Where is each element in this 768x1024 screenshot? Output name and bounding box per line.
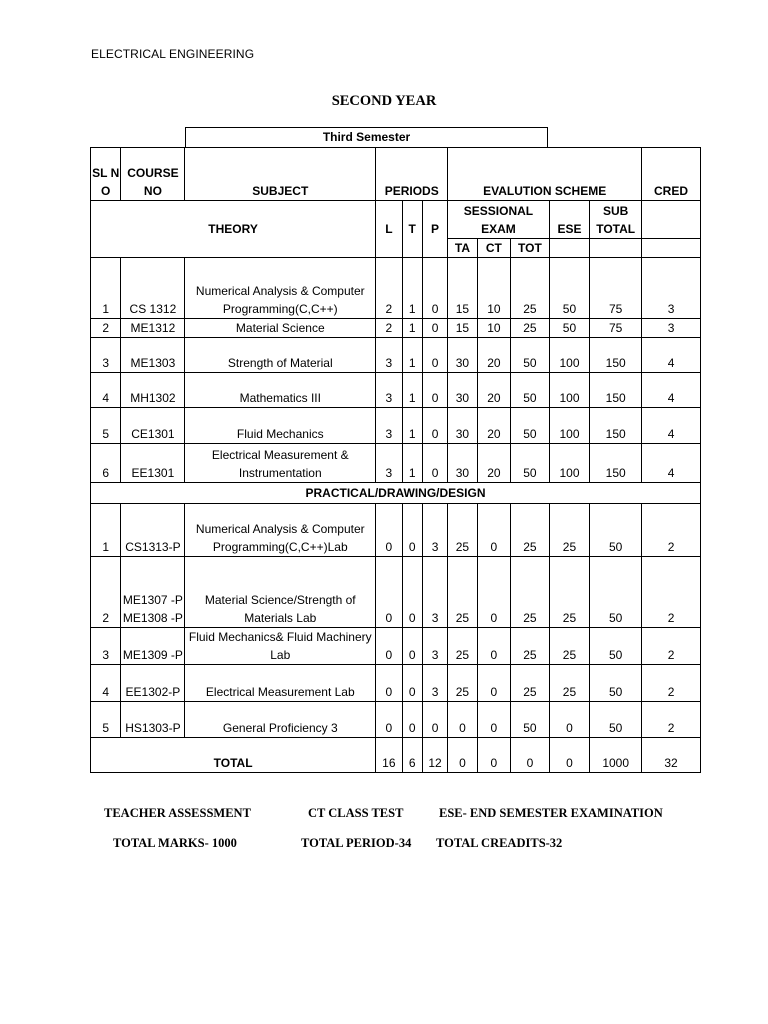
evaluation-header: EVALUTION SCHEME bbox=[448, 148, 642, 201]
ta-cell: 30 bbox=[448, 373, 477, 408]
p-cell: 0 bbox=[422, 444, 447, 483]
t-cell: 1 bbox=[402, 444, 422, 483]
total-label: TOTAL bbox=[91, 738, 376, 773]
semester-heading: Third Semester bbox=[185, 127, 548, 147]
sl-no-cell: 3 bbox=[91, 628, 121, 665]
total-ese-cell: 0 bbox=[549, 738, 590, 773]
t-header: T bbox=[402, 201, 422, 258]
p-cell: 0 bbox=[422, 373, 447, 408]
course-no-cell: CS1313-P bbox=[121, 504, 185, 557]
credits-cell: 4 bbox=[642, 338, 701, 373]
ese-cell: 100 bbox=[549, 338, 590, 373]
credits-cell: 2 bbox=[642, 702, 701, 738]
total-credits-cell: 32 bbox=[642, 738, 701, 773]
ese-cell: 50 bbox=[549, 258, 590, 319]
ta-cell: 0 bbox=[448, 702, 477, 738]
t-cell: 1 bbox=[402, 258, 422, 319]
credits-cell: 4 bbox=[642, 444, 701, 483]
subject-cell: Numerical Analysis & Computer Programming(C,C++)Lab bbox=[185, 504, 376, 557]
total-period: TOTAL PERIOD-34 bbox=[301, 836, 412, 850]
ese-cell: 0 bbox=[549, 702, 590, 738]
table-row bbox=[91, 504, 701, 557]
t-cell: 1 bbox=[402, 338, 422, 373]
p-cell: 3 bbox=[422, 628, 447, 665]
table-row bbox=[91, 258, 701, 319]
subject-cell: Material Science bbox=[185, 319, 376, 338]
course-no-cell: ME1307 -P ME1308 -P bbox=[121, 557, 185, 628]
practical-section-row bbox=[91, 483, 701, 504]
p-cell: 0 bbox=[422, 702, 447, 738]
sl-no-cell: 4 bbox=[91, 373, 121, 408]
theory-label: THEORY bbox=[91, 201, 376, 258]
subheader-row bbox=[91, 201, 701, 239]
tot-cell: 25 bbox=[511, 258, 550, 319]
credits-cell: 2 bbox=[642, 557, 701, 628]
subject-cell: Fluid Mechanics bbox=[185, 408, 376, 444]
t-cell: 1 bbox=[402, 319, 422, 338]
subject-header: SUBJECT bbox=[185, 148, 376, 201]
ese-cell: 25 bbox=[549, 665, 590, 702]
ct-cell: 10 bbox=[477, 319, 510, 338]
p-cell: 0 bbox=[422, 258, 447, 319]
course-no-cell: HS1303-P bbox=[121, 702, 185, 738]
total-sub-total-cell: 1000 bbox=[590, 738, 642, 773]
ct-cell: 20 bbox=[477, 373, 510, 408]
t-cell: 0 bbox=[402, 504, 422, 557]
p-cell: 3 bbox=[422, 557, 447, 628]
course-no-cell: EE1302-P bbox=[121, 665, 185, 702]
ta-cell: 30 bbox=[448, 338, 477, 373]
p-cell: 3 bbox=[422, 504, 447, 557]
subject-cell: Material Science/Strength of Materials Lab bbox=[185, 557, 376, 628]
sl-no-cell: 5 bbox=[91, 702, 121, 738]
ta-cell: 25 bbox=[448, 557, 477, 628]
tot-cell: 50 bbox=[511, 408, 550, 444]
sub-total-cell: 75 bbox=[590, 258, 642, 319]
subject-cell: Mathematics III bbox=[185, 373, 376, 408]
tot-cell: 50 bbox=[511, 444, 550, 483]
ct-cell: 20 bbox=[477, 338, 510, 373]
l-cell: 3 bbox=[376, 408, 402, 444]
total-tot-cell: 0 bbox=[511, 738, 550, 773]
ta-cell: 25 bbox=[448, 665, 477, 702]
t-cell: 0 bbox=[402, 628, 422, 665]
sub-total-header: SUB TOTAL bbox=[590, 201, 642, 239]
t-cell: 1 bbox=[402, 373, 422, 408]
sub-total-cell: 150 bbox=[590, 373, 642, 408]
ese-cell: 25 bbox=[549, 628, 590, 665]
table-row bbox=[91, 702, 701, 738]
ct-header: CT bbox=[477, 239, 510, 258]
tot-cell: 50 bbox=[511, 702, 550, 738]
table-row bbox=[91, 665, 701, 702]
ese-cell: 50 bbox=[549, 319, 590, 338]
periods-header: PERIODS bbox=[376, 148, 448, 201]
ese-cell: 100 bbox=[549, 444, 590, 483]
subject-cell: Strength of Material bbox=[185, 338, 376, 373]
sub-total-cell: 50 bbox=[590, 504, 642, 557]
ct-cell: 10 bbox=[477, 258, 510, 319]
sub-total-cell: 50 bbox=[590, 557, 642, 628]
course-no-cell: ME1309 -P bbox=[121, 628, 185, 665]
course-no-cell: EE1301 bbox=[121, 444, 185, 483]
credits-cell: 4 bbox=[642, 408, 701, 444]
sl-no-cell: 4 bbox=[91, 665, 121, 702]
scheme-table bbox=[90, 147, 701, 773]
empty-cell bbox=[642, 201, 701, 239]
sub-total-cell: 50 bbox=[590, 702, 642, 738]
sl-no-cell: 1 bbox=[91, 258, 121, 319]
l-cell: 0 bbox=[376, 504, 402, 557]
ese-cell: 100 bbox=[549, 373, 590, 408]
course-no-cell: MH1302 bbox=[121, 373, 185, 408]
year-title: SECOND YEAR bbox=[331, 93, 437, 109]
p-cell: 0 bbox=[422, 338, 447, 373]
sub-total-cell: 50 bbox=[590, 665, 642, 702]
l-cell: 3 bbox=[376, 373, 402, 408]
tot-cell: 25 bbox=[511, 319, 550, 338]
l-header: L bbox=[376, 201, 402, 258]
subject-cell: Fluid Mechanics& Fluid Machinery Lab bbox=[185, 628, 376, 665]
ese-cell: 25 bbox=[549, 557, 590, 628]
t-cell: 0 bbox=[402, 665, 422, 702]
subject-cell: Electrical Measurement & Instrumentation bbox=[185, 444, 376, 483]
table-row bbox=[91, 338, 701, 373]
ct-cell: 0 bbox=[477, 665, 510, 702]
course-no-header: COURSE NO bbox=[121, 148, 185, 201]
ct-cell: 0 bbox=[477, 702, 510, 738]
table-row bbox=[91, 373, 701, 408]
l-cell: 2 bbox=[376, 258, 402, 319]
ta-cell: 30 bbox=[448, 408, 477, 444]
ese-cell: 25 bbox=[549, 504, 590, 557]
sl-no-cell: 2 bbox=[91, 557, 121, 628]
ta-legend: TEACHER ASSESSMENT bbox=[104, 806, 251, 820]
sl-no-cell: 6 bbox=[91, 444, 121, 483]
p-cell: 3 bbox=[422, 665, 447, 702]
tot-cell: 25 bbox=[511, 665, 550, 702]
tot-header: TOT bbox=[511, 239, 550, 258]
ct-cell: 0 bbox=[477, 557, 510, 628]
ta-cell: 15 bbox=[448, 319, 477, 338]
total-ct-cell: 0 bbox=[477, 738, 510, 773]
l-cell: 3 bbox=[376, 444, 402, 483]
course-no-cell: CS 1312 bbox=[121, 258, 185, 319]
ct-cell: 0 bbox=[477, 504, 510, 557]
total-l-cell: 16 bbox=[376, 738, 402, 773]
p-cell: 0 bbox=[422, 408, 447, 444]
sessional-header: SESSIONAL EXAM bbox=[448, 201, 549, 239]
empty-cell bbox=[549, 239, 590, 258]
l-cell: 2 bbox=[376, 319, 402, 338]
tot-cell: 50 bbox=[511, 338, 550, 373]
empty-cell bbox=[590, 239, 642, 258]
total-marks: TOTAL MARKS- 1000 bbox=[113, 836, 237, 850]
total-credits: TOTAL CREADITS-32 bbox=[436, 836, 563, 850]
credits-cell: 3 bbox=[642, 258, 701, 319]
ct-legend: CT CLASS TEST bbox=[308, 806, 404, 820]
sub-total-cell: 75 bbox=[590, 319, 642, 338]
course-no-cell: CE1301 bbox=[121, 408, 185, 444]
tot-cell: 25 bbox=[511, 628, 550, 665]
t-cell: 1 bbox=[402, 408, 422, 444]
t-cell: 0 bbox=[402, 557, 422, 628]
credits-cell: 2 bbox=[642, 628, 701, 665]
sl-no-cell: 1 bbox=[91, 504, 121, 557]
credits-cell: 4 bbox=[642, 373, 701, 408]
ta-cell: 30 bbox=[448, 444, 477, 483]
t-cell: 0 bbox=[402, 702, 422, 738]
l-cell: 0 bbox=[376, 665, 402, 702]
subject-cell: Electrical Measurement Lab bbox=[185, 665, 376, 702]
total-ta-cell: 0 bbox=[448, 738, 477, 773]
tot-cell: 25 bbox=[511, 504, 550, 557]
sl-no-cell: 2 bbox=[91, 319, 121, 338]
table-row bbox=[91, 444, 701, 483]
table-row bbox=[91, 557, 701, 628]
ese-legend: ESE- END SEMESTER EXAMINATION bbox=[439, 806, 663, 820]
ct-cell: 20 bbox=[477, 444, 510, 483]
sub-total-cell: 50 bbox=[590, 628, 642, 665]
l-cell: 0 bbox=[376, 557, 402, 628]
table-row bbox=[91, 408, 701, 444]
sub-total-cell: 150 bbox=[590, 338, 642, 373]
credits-header: CRED bbox=[642, 148, 701, 201]
p-header: P bbox=[422, 201, 447, 258]
l-cell: 0 bbox=[376, 702, 402, 738]
course-no-cell: ME1312 bbox=[121, 319, 185, 338]
sl-no-cell: 5 bbox=[91, 408, 121, 444]
ta-cell: 15 bbox=[448, 258, 477, 319]
ct-cell: 20 bbox=[477, 408, 510, 444]
total-p-cell: 12 bbox=[422, 738, 447, 773]
credits-cell: 3 bbox=[642, 319, 701, 338]
tot-cell: 25 bbox=[511, 557, 550, 628]
sl-no-cell: 3 bbox=[91, 338, 121, 373]
department-heading: ELECTRICAL ENGINEERING bbox=[91, 47, 255, 61]
sub-total-cell: 150 bbox=[590, 408, 642, 444]
practical-section-title: PRACTICAL/DRAWING/DESIGN bbox=[91, 483, 701, 504]
tot-cell: 50 bbox=[511, 373, 550, 408]
credits-cell: 2 bbox=[642, 665, 701, 702]
course-no-cell: ME1303 bbox=[121, 338, 185, 373]
subject-cell: General Proficiency 3 bbox=[185, 702, 376, 738]
l-cell: 3 bbox=[376, 338, 402, 373]
sub-total-cell: 150 bbox=[590, 444, 642, 483]
table-row bbox=[91, 319, 701, 338]
total-row bbox=[91, 738, 701, 773]
ese-header: ESE bbox=[549, 201, 590, 239]
ta-cell: 25 bbox=[448, 504, 477, 557]
ta-cell: 25 bbox=[448, 628, 477, 665]
l-cell: 0 bbox=[376, 628, 402, 665]
ese-cell: 100 bbox=[549, 408, 590, 444]
header-row bbox=[91, 148, 701, 201]
p-cell: 0 bbox=[422, 319, 447, 338]
ta-header: TA bbox=[448, 239, 477, 258]
credits-cell: 2 bbox=[642, 504, 701, 557]
table-row bbox=[91, 628, 701, 665]
subject-cell: Numerical Analysis & Computer Programming(C,C++) bbox=[185, 258, 376, 319]
empty-cell bbox=[642, 239, 701, 258]
ct-cell: 0 bbox=[477, 628, 510, 665]
total-t-cell: 6 bbox=[402, 738, 422, 773]
sl-no-header: SL N O bbox=[91, 148, 121, 201]
